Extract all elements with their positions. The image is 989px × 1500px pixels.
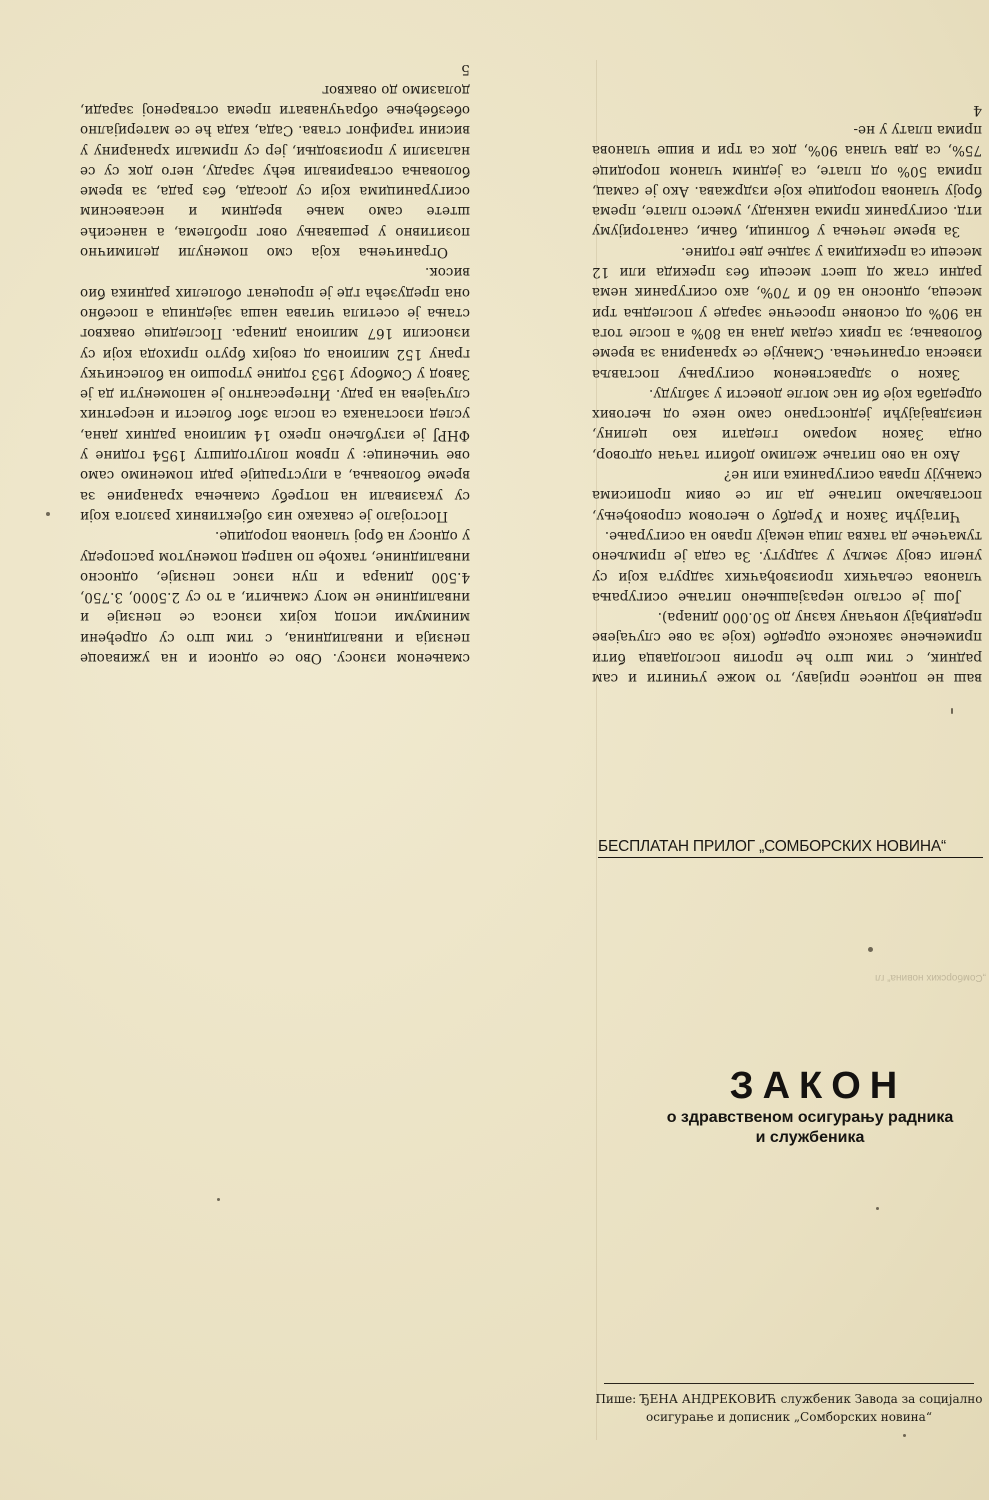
paper-speck xyxy=(217,1198,220,1201)
supplement-label: БЕСПЛАТАН ПРИЛОГ „СОМБОРСКИХ НОВИНА“ xyxy=(598,838,983,858)
subtitle-line: и службеника xyxy=(755,1129,865,1146)
paragraph: смањеном износу. Ово се односи и на уживаоце пензија и инвалиднина, с тим што су одређени минимуми испод којих износа се пензије и инвалиднине не могу смањити, а то су 2.5000, 3.750, 4.500 динара и пун износ пензије, односно инвалиднине, такође по напред поменутом распореду у односу на број чланова породице. xyxy=(80,528,470,666)
title-block xyxy=(600,1066,980,1148)
paragraph: Још је остало неразјашњено питање осигурања чланова сељачких произвођачких задруга који су унели своју земљу у задругу. За сада је примљено тумачење да таква лица немају право на осигурање. xyxy=(592,527,982,605)
paper-speck xyxy=(46,512,50,516)
author-divider xyxy=(604,1383,974,1384)
paragraph: Ограничења која смо поменули делимично позитивно у решавању овог проблема, а нанесиће штете само мање вредним и несавесним осигураницима који су досада, без рада, за време боловања остваривали већу зараду, него док су се налазили у производњи, јер су примали хранарину у висини тарифног става. Сада, када ће се материјално обезбеђење обрачунавати према оствареној заради, долазимо до оваквог xyxy=(80,81,470,261)
paper-speck xyxy=(876,1207,879,1210)
document-title: ЗАКОН xyxy=(729,1065,907,1107)
document-subtitle xyxy=(600,1108,980,1148)
paragraph: За време лечења у болници, бањи, санаторијуму итд. осигураник прима накнаду, уместо плате, према броју чланова породице које издржава. Ако је самац, прима 50% од плате, са једним чланом породице 75%, са два члана 90%, док са три и више чланова прима плату у не- xyxy=(592,121,982,240)
paper-speck xyxy=(903,1434,906,1437)
page-number: 5 xyxy=(461,61,470,78)
paragraph: Закон о здравственом осигурању поставља извесна ограничења. Смањује се хранарина за време боловања; за првих седам дана на 80% а после тога на 90% од основне просечне зараде у последња три месеца, односно на 60 и 70%, ако осигураник нема радни стаж од шест месеци без прекида или 12 месеци са прекидима у задње две године. xyxy=(592,243,982,382)
upside-down-page-5 xyxy=(80,28,470,668)
bleed-through-text: „Сомборских новина“ гл xyxy=(875,972,986,983)
page-number: 4 xyxy=(973,101,982,118)
paper-speck xyxy=(868,947,873,952)
author-line: Пише: ЂЕНА АНДРЕКОВИЋ службеник Завода за социјално xyxy=(595,1392,983,1406)
paragraph: ваш не поднесе пријаву, то може учинити и сам радник, с тим што ће против послодавца бити примењене законске одредбе (које за ове случајеве предвиђају новчану казну до 50.000 динара). xyxy=(592,609,982,686)
subtitle-line: о здравственом осигурању радника xyxy=(666,1109,954,1126)
paragraph: Ако на ово питање желимо добити тачан одговор, онда Закон морамо гледати као целину, неиздвајајући једнострано само неке од његових одредаба које би нас могле довести у заблуду. xyxy=(592,385,982,463)
author-credit xyxy=(592,1390,986,1426)
paper-speck xyxy=(951,708,953,714)
author-line: осигурање и дописник „Сомборских новина“ xyxy=(646,1410,932,1424)
paragraph: Читајући Закон и Уредбу о његовом спровођењу, постављамо питање да ли се овим прописима смањују права осигураника или не? xyxy=(592,467,982,524)
upside-down-page-4 xyxy=(592,28,982,688)
paragraph: Постојало је свакако низ објективних разлога који су указивали на потребу смањења хранарине за време боловања, а илустрације ради поменимо само ове чињенице: у првом полугодишту 1954 године у ФНРЈ је изгубљено преко 14 милиона радних дана, услед изостанака са посла због болести и несретних случајева на раду. Интересантно је напоменути да је Завод у Сомбору 1953 године утрошио на болесничку грану 152 милиона од својих бруто прихода који су износили 167 милиона динара. Последице оваквог стања је осетила читава наша заједница а посебно она предузећа где је проценат оболелих радника био висок. xyxy=(80,264,470,524)
